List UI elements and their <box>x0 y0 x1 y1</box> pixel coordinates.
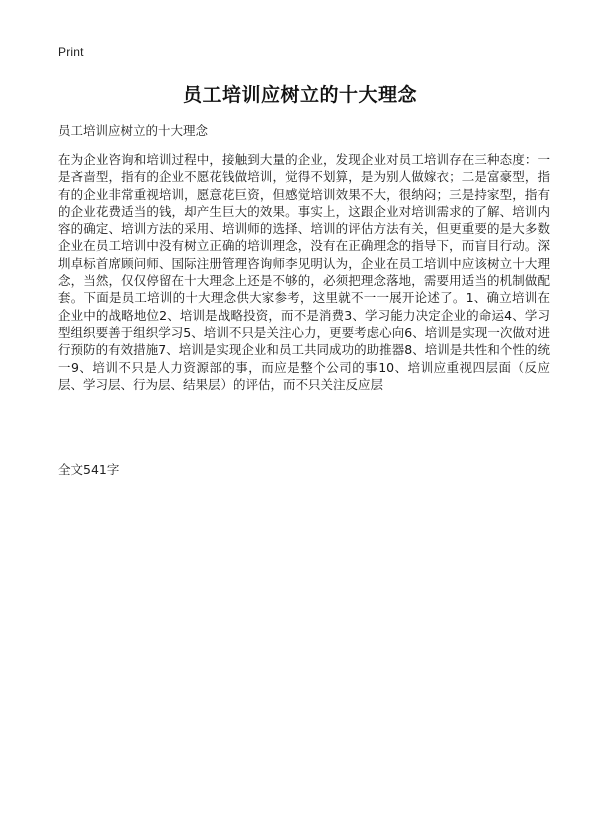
print-label[interactable]: Print <box>58 45 84 59</box>
word-count: 全文541字 <box>58 462 120 477</box>
document-title: 员工培训应树立的十大理念 <box>182 84 417 106</box>
document-body: 在为企业咨询和培训过程中，接触到大量的企业，发现企业对员工培训存在三种态度：一是吝啬型，指有的企业不愿花钱做培训，觉得不划算，是为别人做嫁衣；二是富豪型，指有的企业非常重视培训，愿意花巨资，但感觉培训效果不大，很纳闷；三是持家型，指有的企业花费适当的钱，却产生巨大的效果。事实上，这跟企业对培训需求的了解、培训内容的确定、培训方法的采用、培训师的选择、培训的评估方法有关，但更重要的是大多数企业在员工培训中没有树立正确的培训理念，没有在正确理念的指导下，而盲目行动。深圳卓标首席顾问师、国际注册管理咨询师李见明认为，企业在员工培训中应该树立十大理念，当然，仅仅停留在十大理念上还是不够的，必须把理念落地，需要用适当的机制做配套。下面是员工培训的十大理念供大家参考，这里就不一一展开论述了。1、确立培训在企业中的战略地位2、培训是战略投资，而不是消费3、学习能力决定企业的命运4、学习型组织要善于组织学习5、培训不只是关注心力，更要考虑心向6、培训是实现一次做对进行预防的有效措施7、培训是实现企业和员工共同成功的助推器8、培训是共性和个性的统一9、培训不只是人力资源部的事，而应是整个公司的事10、培训应重视四层面（反应层、学习层、行为层、结果层）的评估，而不只关注反应层 <box>58 152 550 392</box>
document-subtitle: 员工培训应树立的十大理念 <box>58 123 209 138</box>
